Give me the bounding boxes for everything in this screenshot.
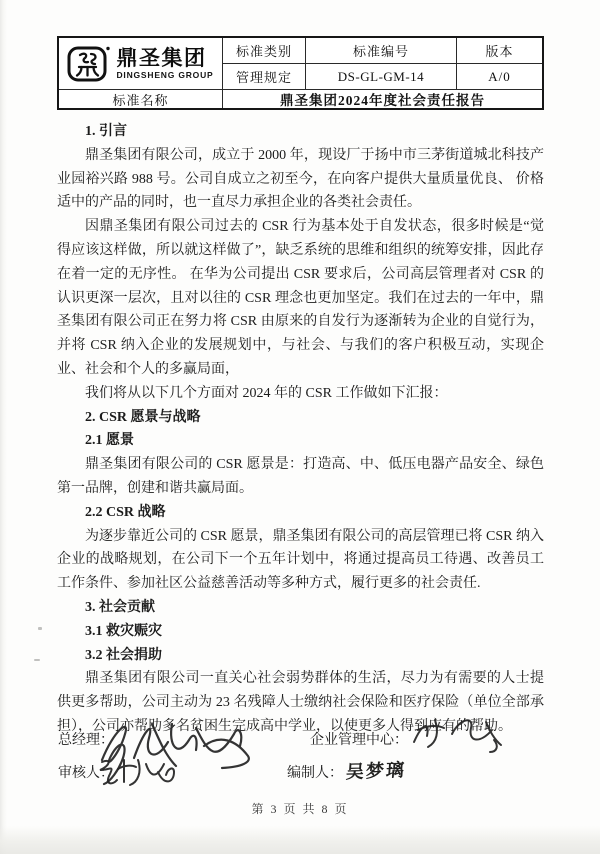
compiler-handwritten-name: 吴梦璃 [345,759,407,783]
section-heading: 3.1 救灾赈灾 [85,623,162,639]
standard-name-value: 鼎圣集团2024年度社会责任报告 [222,89,542,108]
section-heading: 3. 社会贡献 [85,599,155,615]
reviewer-label: 审核人： [58,766,114,781]
reviewer-signature [92,750,182,795]
standard-number-value: DS-GL-GM-14 [305,63,456,89]
version-label: 版本 [456,38,542,63]
scan-edge-left [0,0,7,854]
standard-header-table [57,36,544,110]
scan-speck [34,659,40,661]
section-heading: 3.2 社会捐助 [85,647,162,663]
logo-cell [59,38,222,89]
management-center-label: 企业管理中心： [310,733,408,748]
scan-speck [38,627,42,630]
standard-category-label: 标准类别 [222,38,305,63]
body-paragraph: 鼎圣集团有限公司的 CSR 愿景是：打造高、中、低压电器产品安全、绿色第一品牌，创建和谐共赢局面。 [57,457,544,496]
body-paragraph: 为逐步靠近公司的 CSR 愿景，鼎圣集团有限公司的高层管理已将 CSR 纳入企业的战略规划，在公司下一个五年计划中，将通过提高员工待遇、改善员工工作条件、参加社区公益慈善活动等多种方式，履行更多的社会责任. [57,528,544,592]
report-body [57,120,544,739]
version-value: A/0 [456,63,542,89]
logo-company-name-en: DINGSHENG GROUP [116,69,214,80]
section-heading: 2.1 愿景 [85,433,134,449]
page-number-indicator: 第 3 页 共 8 页 [251,802,349,816]
dingsheng-logo-icon [67,45,111,83]
standard-number-label: 标准编号 [305,38,456,63]
scan-edge-bottom [0,826,600,854]
body-paragraph: 我们将从以下几个方面对 2024 年的 CSR 工作做如下汇报： [85,385,448,401]
section-heading: 2.2 CSR 战略 [85,504,166,520]
logo-company-name-cn: 鼎圣集团 [116,46,207,70]
body-paragraph: 因鼎圣集团有限公司过去的 CSR 行为基本处于自发状态，很多时候是“觉得应该这样做，所以就这样做了”，缺乏系统的思维和组织的统筹安排，因此存在着一定的无序性。 在华为公司提出 CSR 要求后，公司高层管理者对 CSR 的认识更深一层次，且对以往的 CSR 理念也更加坚定。我们在过去的一年中，鼎圣集团有限公司正在努力将 CSR 由原来的自发行为逐渐转为企业的自觉行为，并将 CSR 纳入企业的发展规划中，与社会、与我们的客户积极互动，实现企业、社会和个人的多赢局面， [57,219,544,377]
standard-category-value: 管理规定 [222,63,305,89]
standard-name-label: 标准名称 [59,89,222,108]
body-paragraph: 鼎圣集团有限公司一直关心社会弱势群体的生活，尽力为有需要的人士提供更多帮助，公司主动为 23 名残障人士缴纳社会保险和医疗保险（单位全部承担），公司亦帮助多名贫困生完成高中学业，以使更多人得到应有的帮助。 [57,671,544,734]
section-heading: 2. CSR 愿景与战略 [85,409,201,425]
compiler-label: 编制人： [287,766,343,781]
body-paragraph: 鼎圣集团有限公司，成立于 2000 年，现设厂于扬中市三茅街道城北科技产业园裕兴路 988 号。公司自成立之初至今，在向客户提供大量质量优良、 价格适中的产品的同时，也一直尽力承担企业的各类社会责任。 [57,147,544,211]
management-center-signature [406,710,510,760]
section-heading: 1. 引言 [85,124,127,139]
general-manager-label: 总经理： [58,733,114,748]
